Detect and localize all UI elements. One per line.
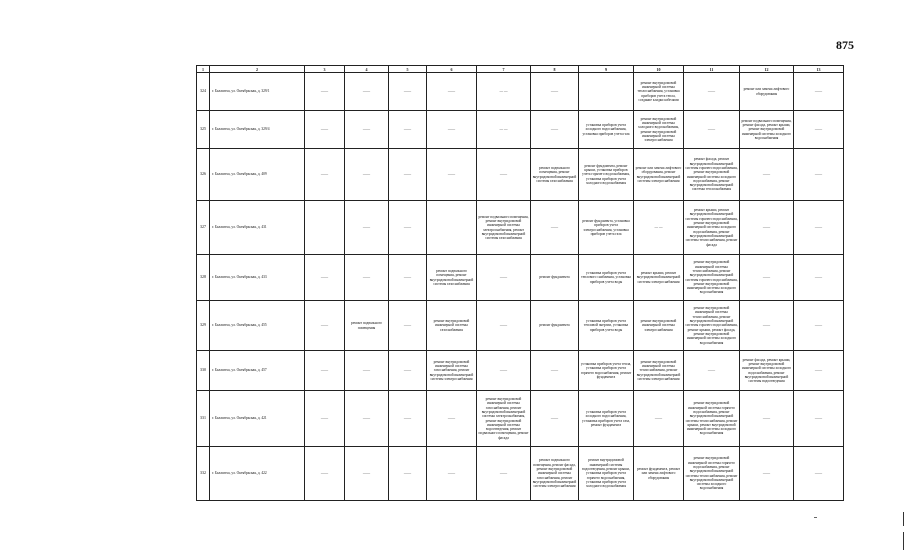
work-cell xyxy=(305,201,345,255)
work-cell: —— xyxy=(531,111,579,149)
work-cell: ремонт внутридомовой инженерной системы газоснабжения, ремонт внутридомовой инженерной системы электроснабжения xyxy=(427,351,477,391)
work-cell: —— xyxy=(345,391,389,447)
work-cell: —— xyxy=(740,255,794,301)
table-row xyxy=(197,149,844,201)
page-number: 875 xyxy=(836,38,854,52)
column-header: 13 xyxy=(794,66,844,73)
work-cell: ремонт крыши, ремонт внутридомовой инженерной системы горячего водоснабжения, ремонт внутридомовой инженерной системы холодного водоснабжения, ремонт внутридомовой инженерной системы теплоснабжения, ремонт фасада xyxy=(684,201,740,255)
work-cell: ремонт фасада, ремонт крыши, ремонт внутридомовой инженерной системы холодного водоснабжения, ремонт внутридомовой инженерной системы водоотведения xyxy=(740,351,794,391)
row-number-cell: 327 xyxy=(197,201,210,255)
address-cell: г. Балаштха, ул. Октябрьская, д. 431 xyxy=(210,201,305,255)
work-cell: —— xyxy=(740,447,794,501)
work-cell: —— xyxy=(305,73,345,111)
work-cell: —— xyxy=(740,301,794,351)
work-cell: —— xyxy=(531,201,579,255)
work-cell: — — xyxy=(634,201,684,255)
work-cell: —— xyxy=(684,73,740,111)
address-cell: г. Балаштха, ул. Октябрьская, д. 457 xyxy=(210,351,305,391)
row-number-cell: 332 xyxy=(197,447,210,501)
work-cell: —— xyxy=(389,73,427,111)
column-header: 12 xyxy=(740,66,794,73)
work-cell xyxy=(579,73,634,111)
work-cell: —— xyxy=(345,447,389,501)
work-cell: ремонт крыши, ремонт внутридомовой инженерной системы электроснабжения xyxy=(634,255,684,301)
work-cell: —— xyxy=(305,351,345,391)
work-cell: —— xyxy=(389,149,427,201)
work-cell: —— xyxy=(794,73,844,111)
work-cell: ремонт фундамента, установка приборов учета электроснабжения, установка приборов учета газа xyxy=(579,201,634,255)
work-cell: —— xyxy=(794,351,844,391)
work-cell: —— xyxy=(345,255,389,301)
work-cell: — — xyxy=(477,73,531,111)
work-cell: ремонт внутридомовой инженерной системы теплоснабжения, ремонт внутридомовой инженерной системы горячего водоснабжения, ремонт внутридомовой инженерной системы холодного водоснабжения xyxy=(684,255,740,301)
work-cell: ремонт подвального помещения xyxy=(345,301,389,351)
work-cell: —— xyxy=(389,301,427,351)
column-header: 6 xyxy=(427,66,477,73)
address-cell: г. Балаштха, ул. Октябрьская, д. 421 xyxy=(210,391,305,447)
work-cell: —— xyxy=(305,391,345,447)
work-cell: ремонт подвального помещения, ремонт фасада, ремонт внутридомовой инженерной системы газоснабжения, ремонт внутридомовой инженерной системы электроснабжения xyxy=(531,447,579,501)
column-header: 5 xyxy=(389,66,427,73)
work-cell: —— xyxy=(531,391,579,447)
work-cell: ремонт внутридомовой инженерной системы горячего водоснабжения, ремонт внутридомовой инженерной системы теплоснабжения, ремонт внутридомовой инженерной системы холодного водоснабжения xyxy=(684,447,740,501)
column-header: 7 xyxy=(477,66,531,73)
table-row xyxy=(197,391,844,447)
work-cell: установка приборов учета тепла, установка приборов учета горячего водоснабжения, ремонт фундамента xyxy=(579,351,634,391)
work-cell: установка приборов учета холодного водоснабжения, установка приборов учета газа, ремонт фундамента xyxy=(579,391,634,447)
work-cell: ремонт подвального помещения, ремонт внутридомовой инженерной системы газоснабжения xyxy=(427,255,477,301)
row-number-cell: 325 xyxy=(197,111,210,149)
work-cell: ремонт фундамента, ремонт крыши, установка приборов учета горячего водоснабжения, установка приборов учета холодного водоснабжения xyxy=(579,149,634,201)
row-number-cell: 324 xyxy=(197,73,210,111)
work-cell: ремонт или замена лифтового оборудования, ремонт внутридомовой инженерной системы электроснабжения xyxy=(634,149,684,201)
table-row xyxy=(197,255,844,301)
address-cell: г. Балаштха, ул. Октябрьская, д. 455 xyxy=(210,301,305,351)
work-cell xyxy=(427,201,477,255)
address-cell: г. Балаштха, ул. Октябрьская, д. 409 xyxy=(210,149,305,201)
work-cell: —— xyxy=(794,149,844,201)
work-cell: установка приборов учета тепловой энергии, установка приборов учета воды xyxy=(579,301,634,351)
table-row xyxy=(197,111,844,149)
work-cell: —— xyxy=(389,351,427,391)
work-cell: ремонт подвального помещения, ремонт внутридомовой инженерной системы электроснабжения, ремонт внутридомовой инженерной системы газоснабжения xyxy=(477,201,531,255)
work-cell: ремонт внутридомовой инженерной системы газоснабжения xyxy=(427,301,477,351)
work-cell: —— xyxy=(305,149,345,201)
header-row xyxy=(197,66,844,73)
scan-speck xyxy=(814,517,817,518)
work-cell: —— xyxy=(345,201,389,255)
work-cell: ремонт внутридомовой инженерной системы электроснабжения xyxy=(634,301,684,351)
work-cell: ремонт или замена лифтового оборудования xyxy=(740,73,794,111)
work-cell: —— xyxy=(684,111,740,149)
table-row xyxy=(197,447,844,501)
scan-edge-mark xyxy=(903,512,904,526)
address-cell: г. Балаштха, ул. Октябрьская, д. 422 xyxy=(210,447,305,501)
work-cell: —— xyxy=(794,301,844,351)
work-cell: —— xyxy=(305,447,345,501)
work-cell: ремонт внутридомовой инженерной системы теплоснабжения, ремонт внутридомовой инженерной системы электроснабжения xyxy=(634,351,684,391)
work-cell: —— xyxy=(477,149,531,201)
work-cell: —— xyxy=(684,351,740,391)
column-header: 11 xyxy=(684,66,740,73)
address-cell: г. Балаштха, ул. Октябрьская, д. 433 xyxy=(210,255,305,301)
work-cell: —— xyxy=(389,201,427,255)
work-cell: —— xyxy=(477,255,531,301)
address-cell: г. Балаштха, ул. Октябрьская, д. 329/4 xyxy=(210,111,305,149)
work-cell: ремонт фундамента, ремонт или замена лифтового оборудования xyxy=(634,447,684,501)
table-row xyxy=(197,301,844,351)
work-cell: —— xyxy=(389,391,427,447)
work-cell: —— xyxy=(794,111,844,149)
work-cell: —— xyxy=(427,391,477,447)
work-cell: — — xyxy=(477,111,531,149)
work-cell: —— xyxy=(345,73,389,111)
work-cell: —— xyxy=(477,301,531,351)
work-cell: —— xyxy=(427,149,477,201)
work-cell: —— xyxy=(634,391,684,447)
work-cell: —— xyxy=(345,149,389,201)
row-number-cell: 329 xyxy=(197,301,210,351)
work-cell: ремонт фасада, ремонт внутридомовой инженерной системы горячего водоснабжения, ремонт внутридомовой инженерной системы холодного водоснабжения, ремонт внутридомовой инженерной системы теплоснабжения xyxy=(684,149,740,201)
work-cell: ремонт внутридомовой инженерной системы водоотведения, ремонт крыши, установка приборов учета горячего водоснабжения, установка приборов учета холодного водоснабжения xyxy=(579,447,634,501)
work-cell: —— xyxy=(427,447,477,501)
work-cell: установка приборов учета холодного водоснабжения, установка приборов учета газа xyxy=(579,111,634,149)
work-cell: —— xyxy=(531,73,579,111)
column-header: 9 xyxy=(579,66,634,73)
work-cell: —— xyxy=(794,201,844,255)
work-cell: ремонт подвального помещения, ремонт фасада, ремонт крыши, ремонт внутридомовой инженерной системы холодного водоснабжения xyxy=(740,111,794,149)
work-cell: ремонт внутридомовой инженерной системы горячего водоснабжения, ремонт внутридомовой инженерной системы теплоснабжения, ремонт крыши, ремонт внутридомовой инженерной системы холодного водоснабжения xyxy=(684,391,740,447)
work-cell: —— xyxy=(305,111,345,149)
work-cell: ремонт внутридомовой инженерной системы теплоснабжения, установка приборов учета тепла, создание кладки кабелями xyxy=(634,73,684,111)
work-cell: —— xyxy=(389,255,427,301)
column-header: 3 xyxy=(305,66,345,73)
work-cell: ремонт подвального помещения, ремонт внутридомовой инженерной системы газоснабжения xyxy=(531,149,579,201)
scan-edge-mark xyxy=(903,532,904,550)
column-header: 2 xyxy=(210,66,305,73)
work-cell: —— xyxy=(740,391,794,447)
work-cell: —— xyxy=(389,111,427,149)
work-cell: —— xyxy=(389,447,427,501)
work-cell: ремонт внутридомовой инженерной системы холодного водоснабжения, ремонт внутридомовой инженерной системы электроснабжения xyxy=(634,111,684,149)
work-cell: —— xyxy=(740,149,794,201)
column-header: 10 xyxy=(634,66,684,73)
work-cell: установка приборов учета теплового снабжения, установка приборов учета воды xyxy=(579,255,634,301)
row-number-cell: 328 xyxy=(197,255,210,301)
work-cell: —— xyxy=(477,351,531,391)
work-cell: —— xyxy=(740,201,794,255)
address-cell: г. Балаштха, ул. Октябрьская, д. 329/1 xyxy=(210,73,305,111)
work-cell: —— xyxy=(477,447,531,501)
work-cell: —— xyxy=(345,351,389,391)
work-cell: —— xyxy=(305,255,345,301)
column-header: 8 xyxy=(531,66,579,73)
table-row xyxy=(197,351,844,391)
work-cell: —— xyxy=(794,447,844,501)
work-cell: —— xyxy=(531,351,579,391)
work-cell: —— xyxy=(794,391,844,447)
repair-schedule-table xyxy=(196,65,844,501)
work-cell: —— xyxy=(305,301,345,351)
work-cell: ремонт фундамента xyxy=(531,255,579,301)
work-cell: ремонт внутридомовой инженерной системы теплоснабжения, ремонт внутридомовой инженерной системы горячего водоснабжения, ремонт крыши, ремонт фасада, ремонт внутридомовой инженерной системы холодного водоснабжения xyxy=(684,301,740,351)
column-header: 4 xyxy=(345,66,389,73)
row-number-cell: 326 xyxy=(197,149,210,201)
work-cell: ремонт внутридомовой инженерной системы газоснабжения, ремонт внутридомовой инженерной системы электроснабжения, ремонт внутридомовой инженерной системы водоотведения, ремонт подвального помещения, ремонт фасада xyxy=(477,391,531,447)
work-cell: —— xyxy=(427,111,477,149)
work-cell: —— xyxy=(427,73,477,111)
column-header: 1 xyxy=(197,66,210,73)
row-number-cell: 331 xyxy=(197,391,210,447)
work-cell: —— xyxy=(794,255,844,301)
work-cell: —— xyxy=(345,111,389,149)
table-row xyxy=(197,73,844,111)
table-row xyxy=(197,201,844,255)
work-cell: ремонт фундамента xyxy=(531,301,579,351)
row-number-cell: 330 xyxy=(197,351,210,391)
